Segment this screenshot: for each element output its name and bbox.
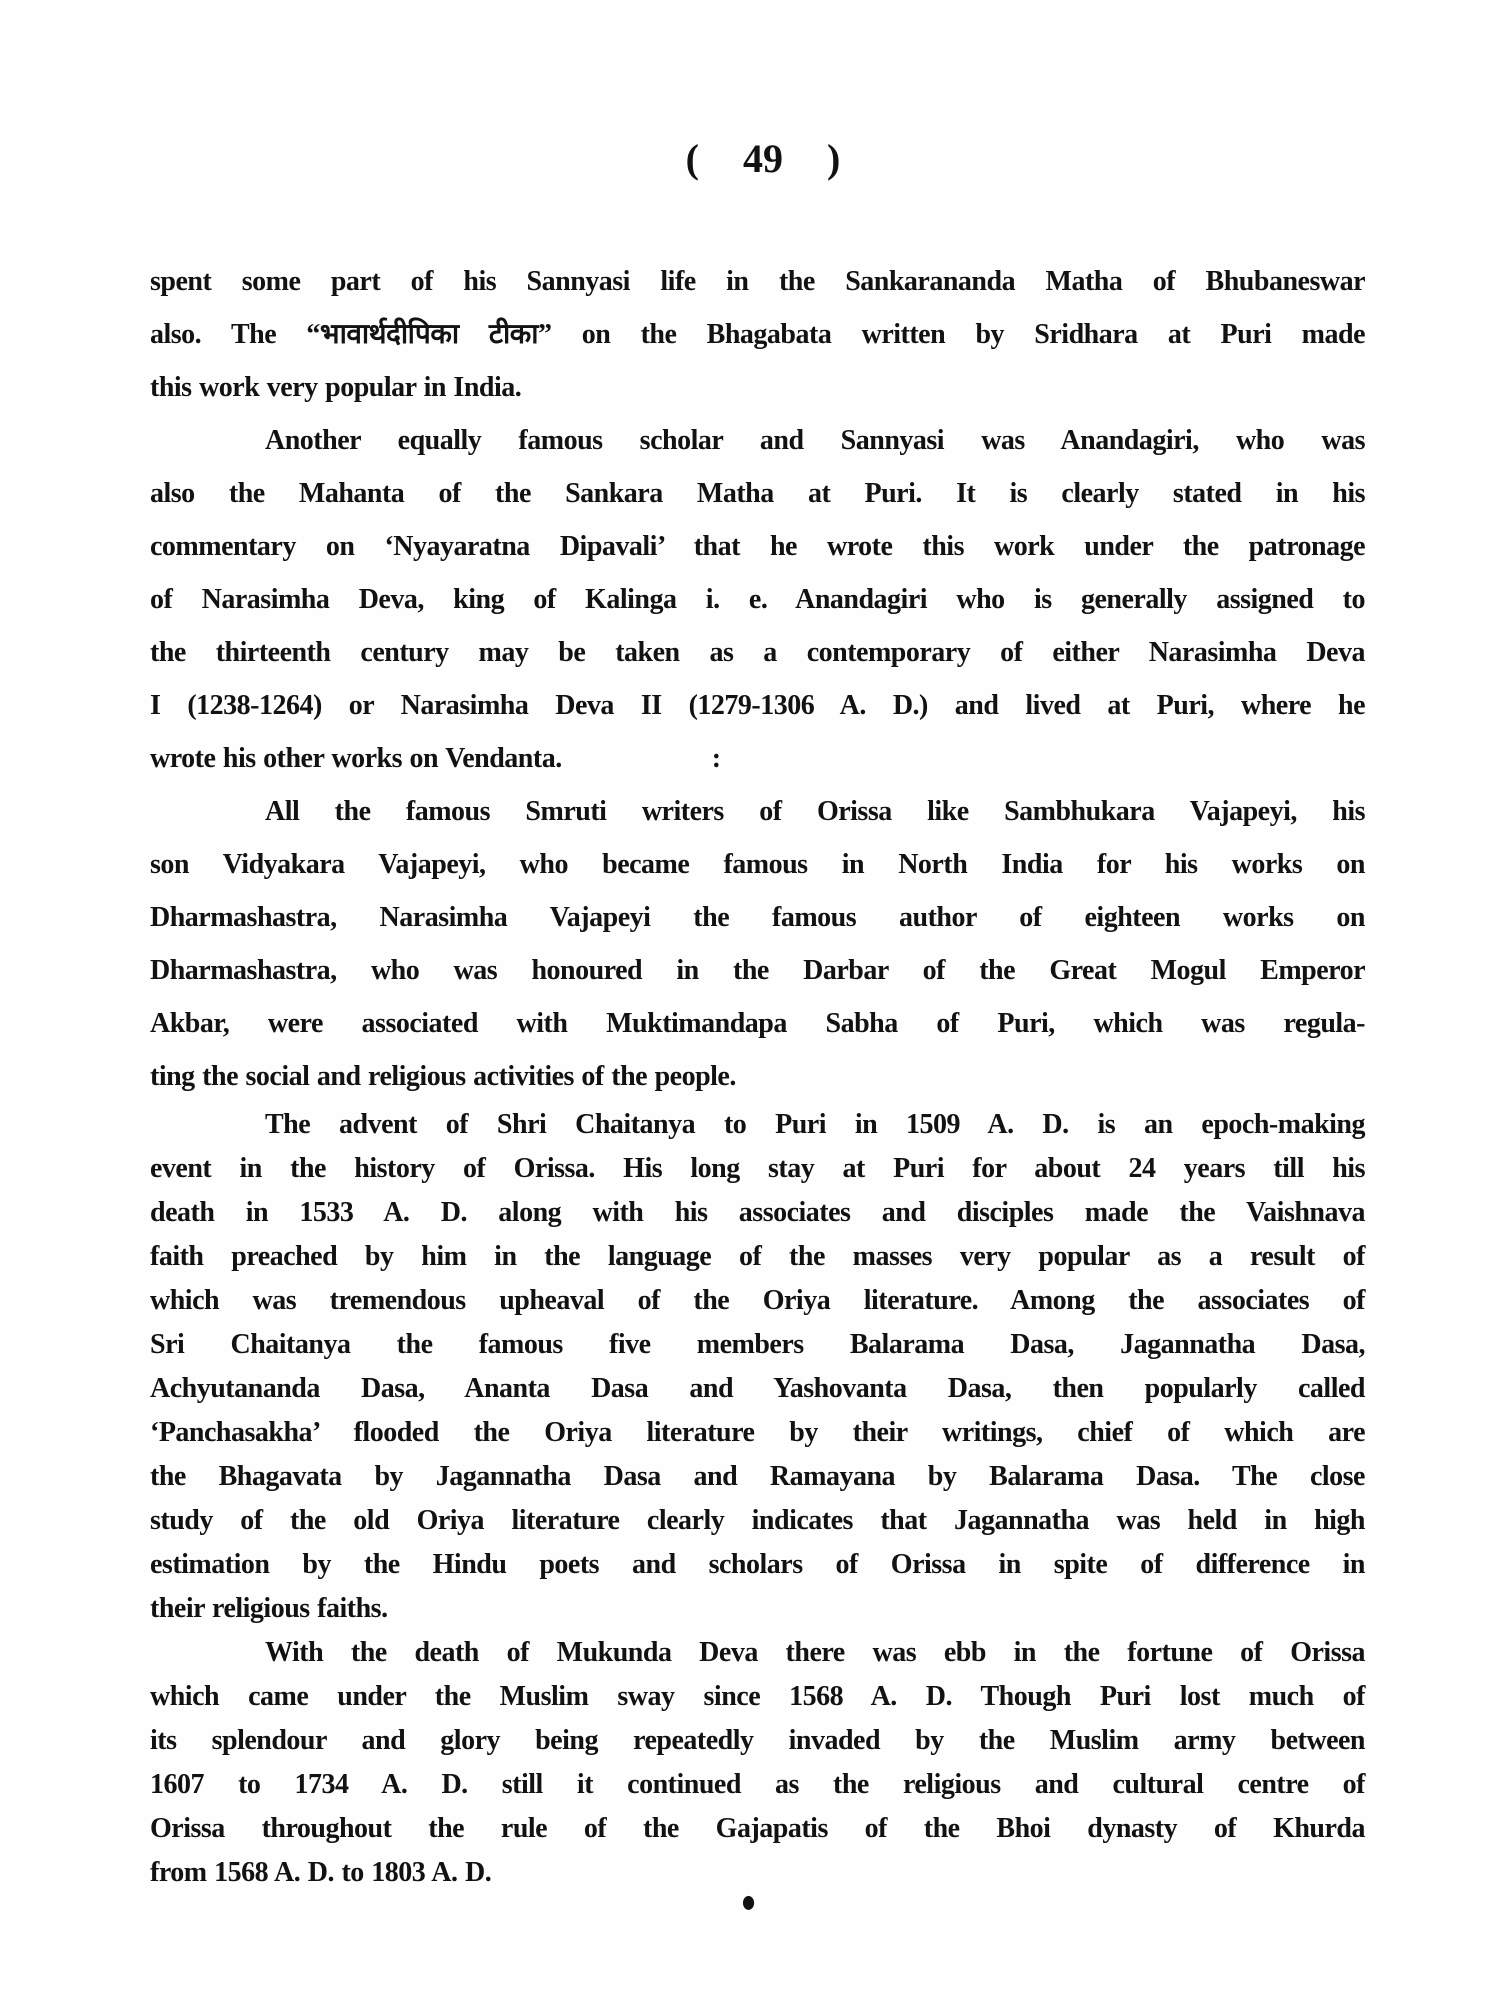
text-line-content: ting the social and religious activities of the people. [150, 1061, 736, 1092]
text-line-content: also the Mahanta of the Sankara Matha at Puri. It is clearly stated in his [150, 478, 1365, 509]
text-line [150, 891, 1365, 944]
text-line [150, 520, 1365, 573]
text-line [150, 1323, 1365, 1367]
text-line [150, 732, 1365, 785]
text-line [150, 573, 1365, 626]
text-line-content: which was tremendous upheaval of the Oriya literature. Among the associates of [150, 1285, 1365, 1316]
text-line-content: All the famous Smruti writers of Orissa like Sambhukara Vajapeyi, his [265, 796, 1365, 827]
text-line [150, 414, 1365, 467]
text-line-content: their religious faiths. [150, 1593, 388, 1624]
stray-colon-mark: : [711, 743, 721, 774]
text-line-content: wrote his other works on Vendanta. [150, 743, 562, 774]
text-line-content: Sri Chaitanya the famous five members Balarama Dasa, Jagannatha Dasa, [150, 1329, 1365, 1360]
text-line-content: its splendour and glory being repeatedly invaded by the Muslim army between [150, 1725, 1365, 1756]
text-line-content: Dharmashastra, Narasimha Vajapeyi the famous author of eighteen works on [150, 902, 1365, 933]
text-line-content: also. The “भावार्थदीपिका टीका” on the Bhagabata written by Sridhara at Puri made [150, 319, 1365, 350]
text-line [150, 626, 1365, 679]
text-line-content: the thirteenth century may be taken as a contemporary of either Narasimha Deva [150, 637, 1365, 668]
text-line [150, 1050, 1365, 1103]
paragraph-p2 [150, 414, 1365, 785]
text-line [150, 785, 1365, 838]
text-line [150, 255, 1365, 308]
text-line-content: Orissa throughout the rule of the Gajapatis of the Bhoi dynasty of Khurda [150, 1813, 1365, 1844]
text-line-content: this work very popular in India. [150, 372, 522, 403]
text-line-content: the Bhagavata by Jagannatha Dasa and Ramayana by Balarama Dasa. The close [150, 1461, 1365, 1492]
paragraph-p4 [150, 1103, 1365, 1631]
text-line [150, 1675, 1365, 1719]
text-line [150, 308, 1365, 361]
text-line [150, 1719, 1365, 1763]
text-line-content: 1607 to 1734 A. D. still it continued as the religious and cultural centre of [150, 1769, 1365, 1800]
text-line-content: event in the history of Orissa. His long stay at Puri for about 24 years till his [150, 1153, 1365, 1184]
section-end-bullet: ● [740, 1883, 757, 1920]
text-line-content: With the death of Mukunda Deva there was ebb in the fortune of Orissa [265, 1637, 1365, 1668]
text-line [150, 361, 1365, 414]
text-line [150, 1103, 1365, 1147]
page-number-value: 49 [743, 136, 783, 181]
text-line-content: commentary on ‘Nyayaratna Dipavali’ that he wrote this work under the patronage [150, 531, 1365, 562]
text-line [150, 1631, 1365, 1675]
text-line [150, 1543, 1365, 1587]
text-line [150, 944, 1365, 997]
text-line-content: death in 1533 A. D. along with his associates and disciples made the Vaishnava [150, 1197, 1365, 1228]
text-line [150, 1411, 1365, 1455]
text-line-content: spent some part of his Sannyasi life in the Sankarananda Matha of Bhubaneswar [150, 266, 1365, 297]
text-line-content: Akbar, were associated with Muktimandapa Sabha of Puri, which was regula- [150, 1008, 1365, 1039]
text-line-content: Achyutananda Dasa, Ananta Dasa and Yashovanta Dasa, then popularly called [150, 1373, 1365, 1404]
text-line-content: Dharmashastra, who was honoured in the Darbar of the Great Mogul Emperor [150, 955, 1365, 986]
text-line [150, 1587, 1365, 1631]
page-number-close-paren: ) [827, 136, 841, 181]
text-block [150, 255, 1365, 1895]
text-line-content: study of the old Oriya literature clearly indicates that Jagannatha was held in high [150, 1505, 1365, 1536]
footer-bullet-row [150, 1874, 1365, 1930]
paragraph-p5 [150, 1631, 1365, 1895]
text-line [150, 467, 1365, 520]
paragraph-p1 [150, 255, 1365, 414]
page-number-open-paren: ( [685, 136, 699, 181]
text-line [150, 1807, 1365, 1851]
text-line [150, 1455, 1365, 1499]
text-line [150, 679, 1365, 732]
paragraph-p3 [150, 785, 1365, 1103]
text-line [150, 1191, 1365, 1235]
text-line-content: of Narasimha Deva, king of Kalinga i. e. Anandagiri who is generally assigned to [150, 584, 1365, 615]
text-line [150, 1367, 1365, 1411]
text-line-content: I (1238-1264) or Narasimha Deva II (1279-1306 A. D.) and lived at Puri, where he [150, 690, 1365, 721]
text-line-content: son Vidyakara Vajapeyi, who became famous in North India for his works on [150, 849, 1365, 880]
text-line-content: which came under the Muslim sway since 1568 A. D. Though Puri lost much of [150, 1681, 1365, 1712]
text-line-content: estimation by the Hindu poets and scholars of Orissa in spite of difference in [150, 1549, 1365, 1580]
text-line [150, 1499, 1365, 1543]
text-line [150, 1147, 1365, 1191]
page-number [13, 136, 1500, 182]
text-line-content: Another equally famous scholar and Sannyasi was Anandagiri, who was [265, 425, 1365, 456]
text-line-content: ‘Panchasakha’ flooded the Oriya literature by their writings, chief of which are [150, 1417, 1365, 1448]
text-line [150, 838, 1365, 891]
text-line-content: faith preached by him in the language of the masses very popular as a result of [150, 1241, 1365, 1272]
text-line [150, 1235, 1365, 1279]
text-line [150, 1279, 1365, 1323]
text-line-content: from 1568 A. D. to 1803 A. D. [150, 1857, 492, 1888]
text-line [150, 1763, 1365, 1807]
text-line [150, 997, 1365, 1050]
text-line-content: The advent of Shri Chaitanya to Puri in 1509 A. D. is an epoch-making [265, 1109, 1365, 1140]
